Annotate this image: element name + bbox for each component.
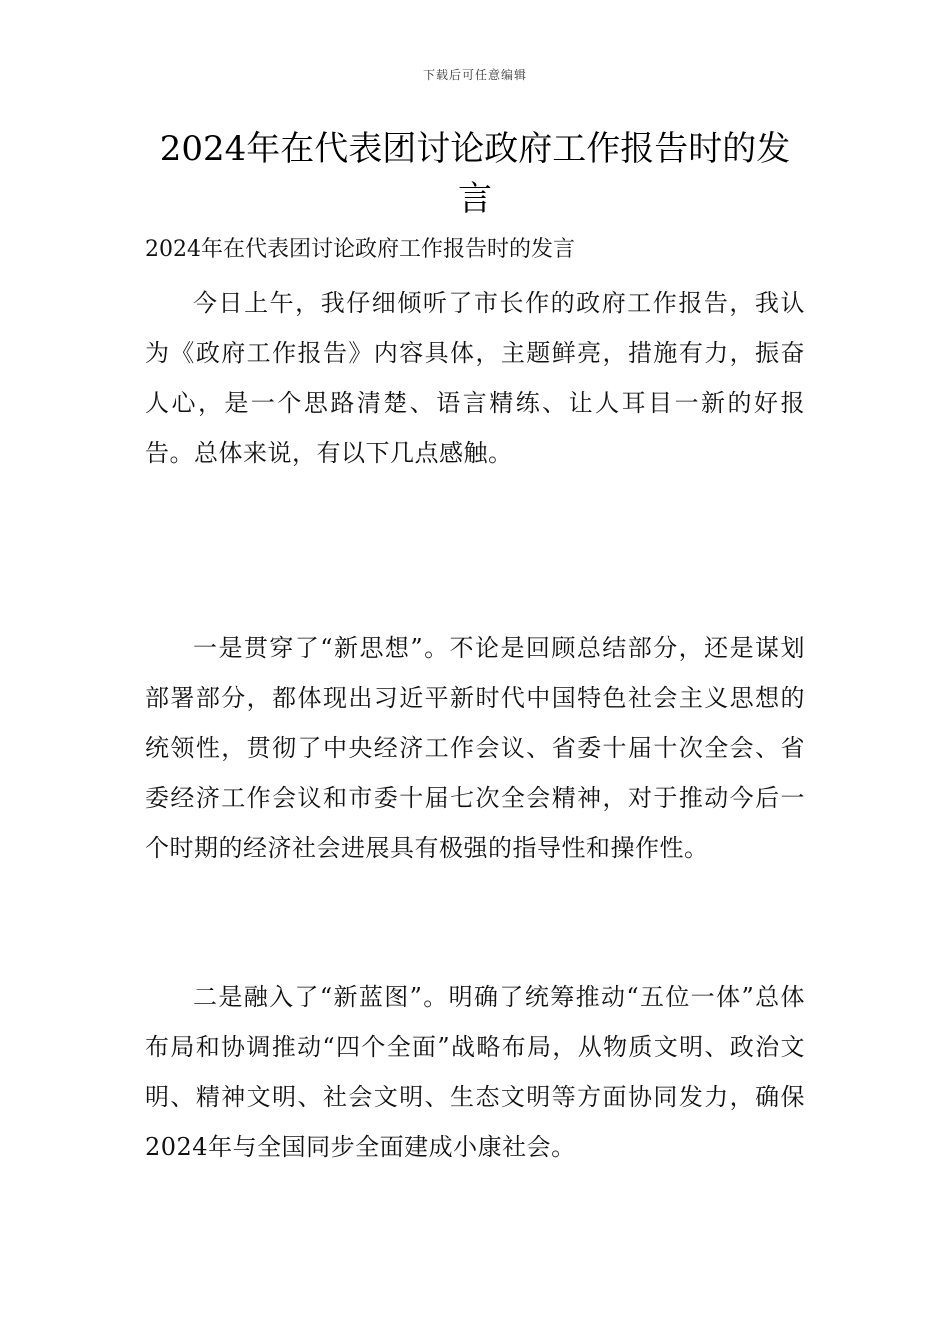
document-subtitle: 2024年在代表团讨论政府工作报告时的发言 [145,237,575,262]
paragraph-new-thought: 一是贯穿了“新思想”。不论是回顾总结部分，还是谋划部署部分，都体现出习近平新时代中国特色社会主义思想的统领性，贯彻了中央经济工作会议、省委十届十次全会、省委经济工作会议和市委十届七次全会精神，对于推动今后一个时期的经济社会进展具有极强的指导性和操作性。 [145,634,805,862]
paragraph-new-blueprint: 二是融入了“新蓝图”。明确了统筹推动“五位一体”总体布局和协调推动“四个全面”战略布局，从物质文明、政治文明、精神文明、社会文明、生态文明等方面协同发力，确保2024年与全国同步全面建成小康社会。 [145,983,805,1161]
document-title: 2024年在代表团讨论政府工作报告时的发言 [159,129,791,219]
paragraph-intro: 今日上午，我仔细倾听了市长作的政府工作报告，我认为《政府工作报告》内容具体，主题鲜亮，措施有力，振奋人心，是一个思路清楚、语言精练、让人耳目一新的好报告。总体来说，有以下几点感触。 [145,289,805,467]
header-note: 下载后可任意编辑 [422,68,527,82]
